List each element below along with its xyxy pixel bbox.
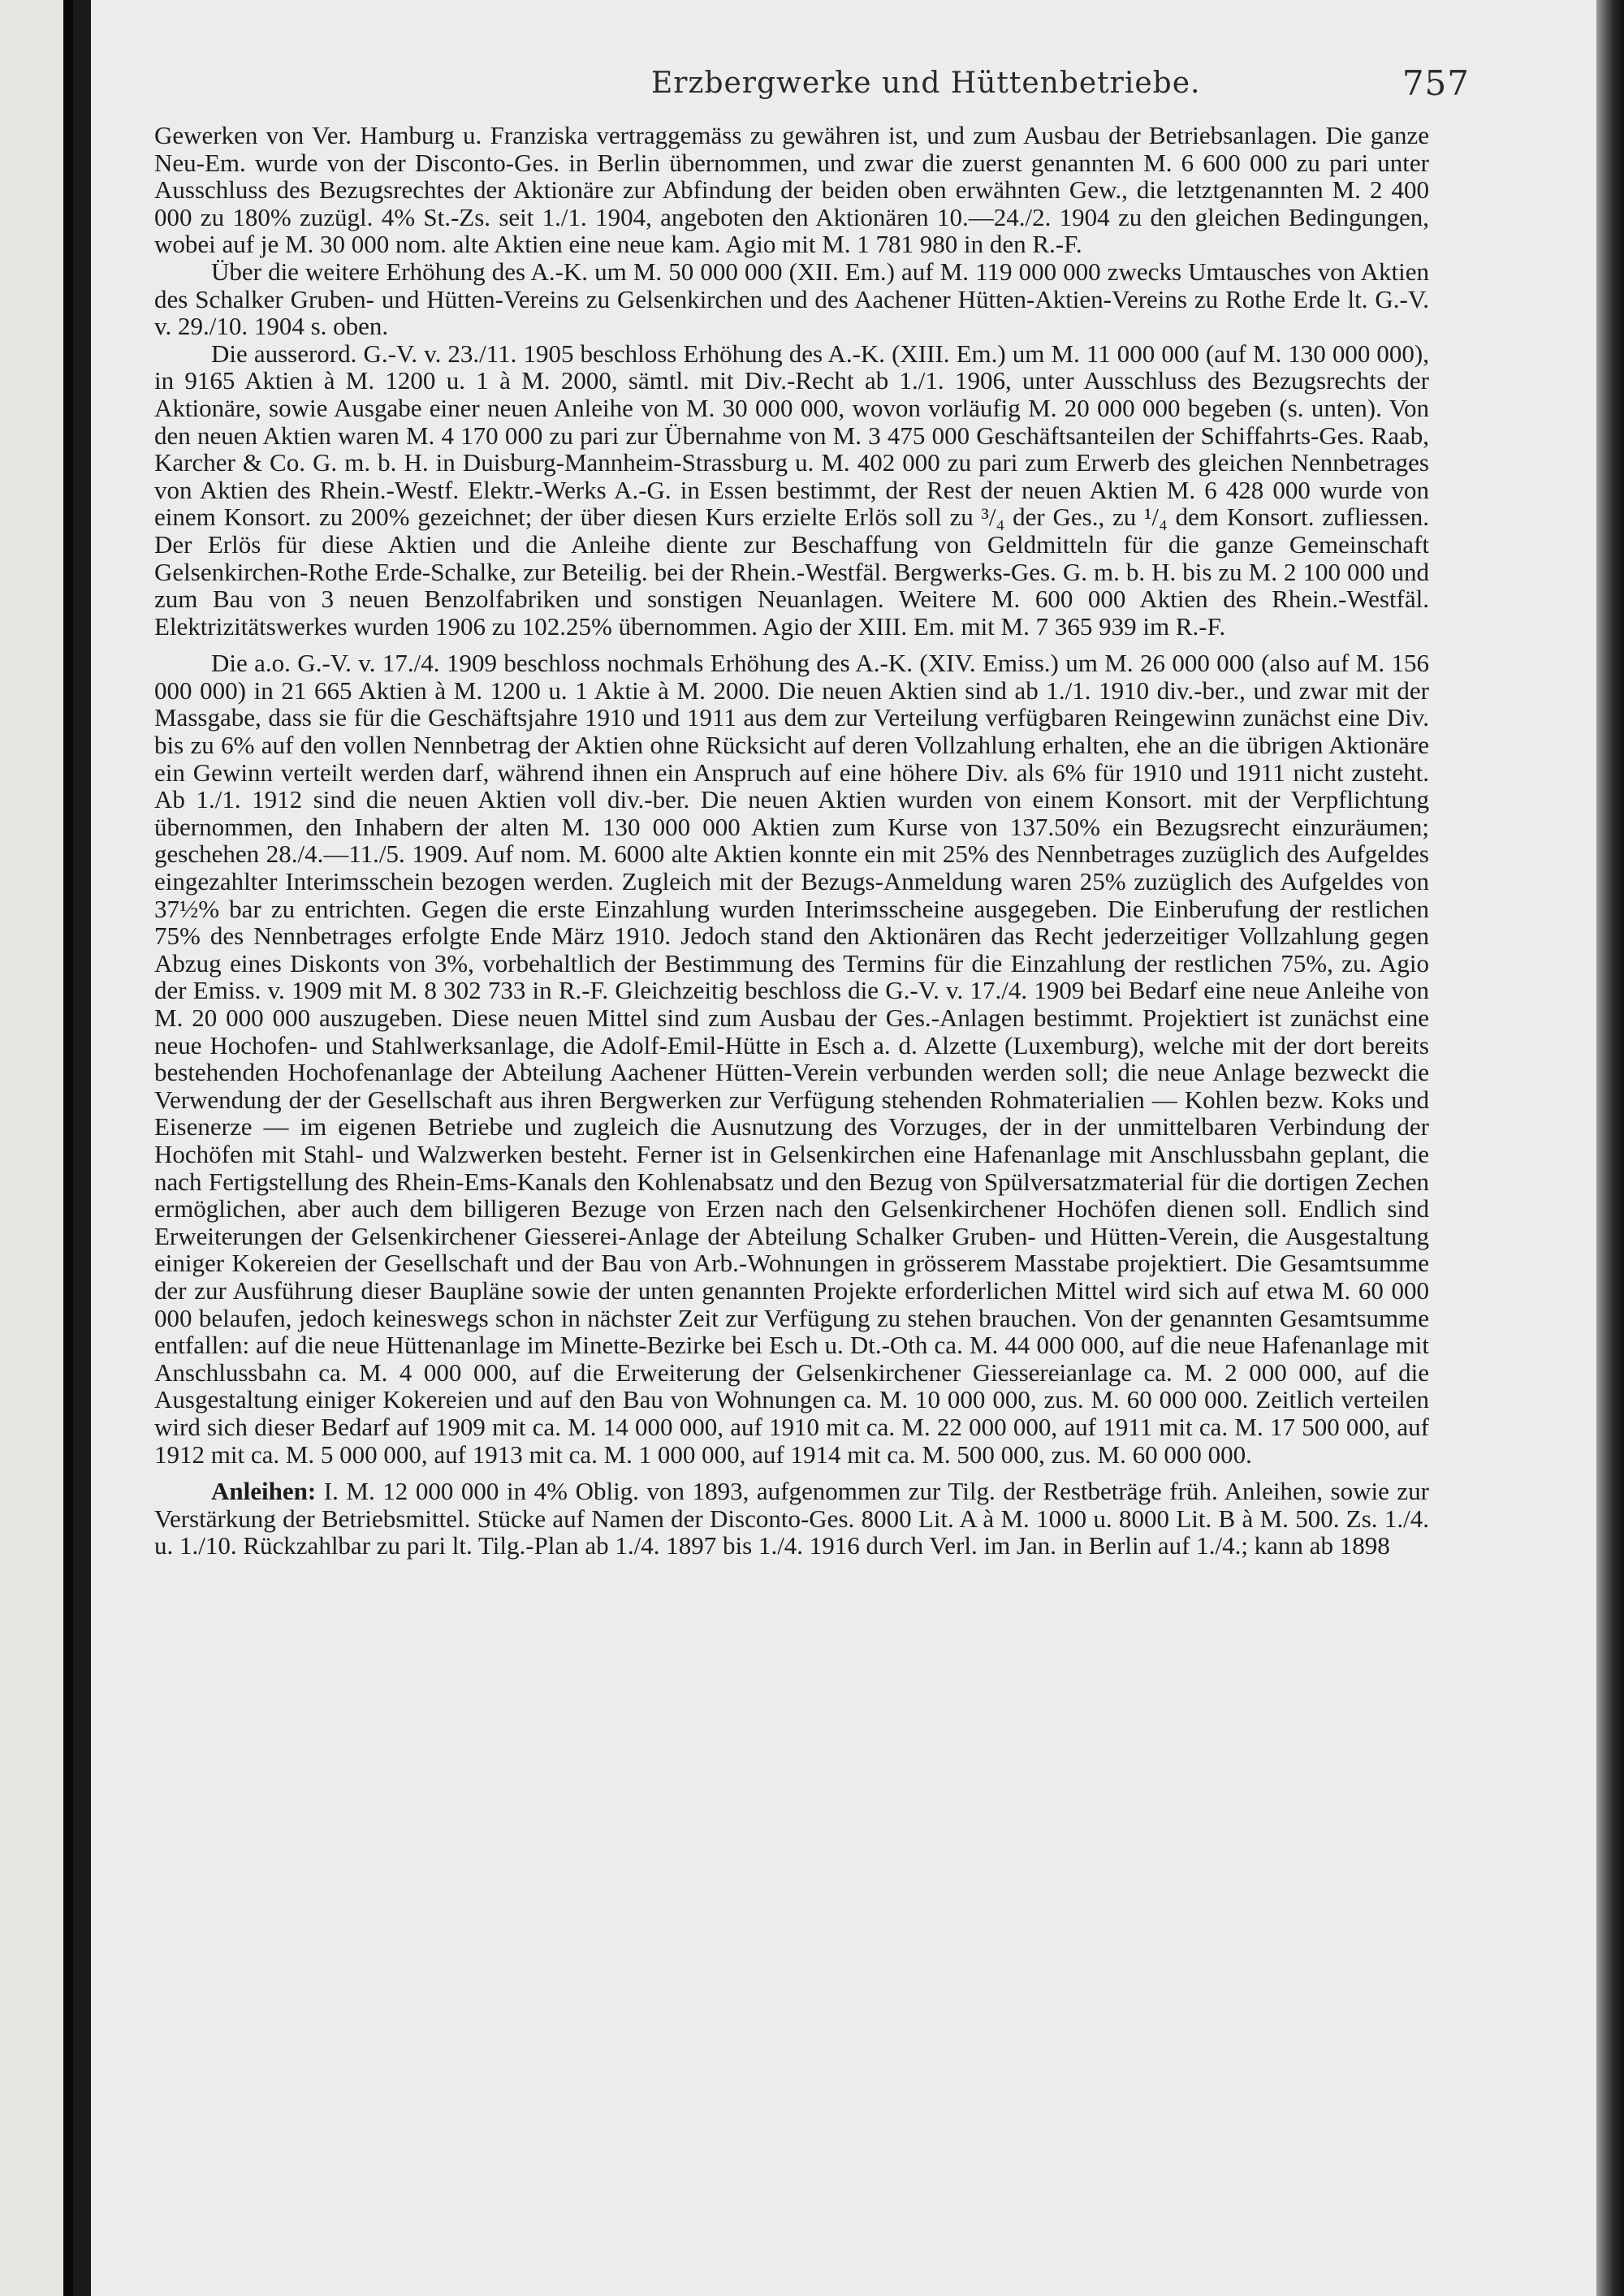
paragraph-2: Über die weitere Erhöhung des A.-K. um M. 50 000 000 (XII. Em.) auf M. 119 000 000 zwecks Umtausches von Aktien des Schalker Gruben- und Hütten-Vereins zu Gelsenkirchen und des Aachener Hütten-Aktien-Vereins zu Rothe Erde lt. G.-V. v. 29./10. 1904 s. oben.: [154, 257, 1429, 341]
running-header: [562, 60, 1470, 109]
document-page: [91, 0, 1600, 2296]
paragraph-3: Die ausserord. G.-V. v. 23./11. 1905 beschloss Erhöhung des A.-K. (XIII. Em.) um M. 11 000 000 (auf M. 130 000 000), in 9165 Aktien à M. 1200 u. 1 à M. 2000, sämtl. mit Div.-Recht ab 1./1. 1906, unter Ausschluss des Bezugsrechts der Aktionäre, sowie Ausgabe einer neuen Anleihe von M. 30 000 000, wovon vorläufig M. 20 000 000 begeben (s. unten). Von den neuen Aktien waren M. 4 170 000 zu pari zur Übernahme von M. 3 475 000 Geschäftsanteilen der Schiffahrts-Ges. Raab, Karcher & Co. G. m. b. H. in Duisburg-Mannheim-Strassburg u. M. 402 000 zu pari zum Erwerb des gleichen Nennbetrages von Aktien des Rhein.-Westf. Elektr.-Werks A.-G. in Essen bestimmt, der Rest der neuen Aktien M. 6 428 000 wurde von einem Konsort. zu 200% gezeichnet; der über diesen Kurs erzielte Erlös soll zu ³/₄ der Ges., zu ¹/₄ dem Konsort. zufliessen. Der Erlös für diese Aktien und die Anleihe diente zur Beschaffung von Geldmitteln für die ganze Gemeinschaft Gelsenkirchen-Rothe Erde-Schalke, zur Beteilig. bei der Rhein.-Westfäl. Bergwerks-Ges. G. m. b. H. bis zu M. 2 100 000 und zum Bau von 3 neuen Benzolfabriken und sonstigen Neuanlagen. Weitere M. 600 000 Aktien des Rhein.-Westfäl. Elektrizitätswerkes wurden 1906 zu 102.25% übernommen. Agio der XIII. Em. mit M. 7 365 939 im R.-F.: [154, 339, 1429, 641]
section-heading-anleihen: Anleihen:: [211, 1477, 317, 1506]
body-text: [154, 122, 1429, 1560]
scan-right-edge: [1596, 0, 1624, 2296]
anleihen-text: I. M. 12 000 000 in 4% Oblig. von 1893, aufgenommen zur Tilg. der Restbeträge früh. Anleihen, sowie zur Verstärkung der Betriebsmittel. Stücke auf Namen der Disconto-Ges. 8000 Lit. A à M. 1000 u. 8000 Lit. B à M. 500. Zs. 1./4. u. 1./10. Rückzahlbar zu pari lt. Tilg.-Plan ab 1./4. 1897 bis 1./4. 1916 durch Verl. im Jan. in Berlin auf 1./4.; kann ab 1898: [154, 1477, 1429, 1560]
running-title: Erzbergwerke und Hüttenbetriebe.: [651, 67, 1201, 100]
paragraph-1: Gewerken von Ver. Hamburg u. Franziska vertraggemäss zu gewähren ist, und zum Ausbau der Betriebsanlagen. Die ganze Neu-Em. wurde von der Disconto-Ges. in Berlin übernommen, und zwar die zuerst genannten M. 6 600 000 zu pari unter Ausschluss des Bezugsrechtes der Aktionäre zur Abfindung der beiden oben erwähnten Gew., die letztgenannten M. 2 400 000 zu 180% zuzügl. 4% St.-Zs. seit 1./1. 1904, angeboten den Aktionären 10.—24./2. 1904 zu den gleichen Bedingungen, wobei auf je M. 30 000 nom. alte Aktien eine neue kam. Agio mit M. 1 781 980 in den R.-F.: [154, 121, 1429, 259]
scan-left-margin: [0, 0, 73, 2296]
paragraph-4: Die a.o. G.-V. v. 17./4. 1909 beschloss nochmals Erhöhung des A.-K. (XIV. Emiss.) um M. 26 000 000 (also auf M. 156 000 000) in 21 665 Aktien à M. 1200 u. 1 Aktie à M. 2000. Die neuen Aktien sind ab 1./1. 1910 div.-ber., und zwar mit der Massgabe, dass sie für die Geschäftsjahre 1910 und 1911 aus dem zur Verteilung verfügbaren Reingewinn zunächst eine Div. bis zu 6% auf den vollen Nennbetrag der Aktien ohne Rücksicht auf deren Vollzahlung erhalten, ehe an die übrigen Aktionäre ein Gewinn verteilt werden darf, während ihnen ein Anspruch auf eine höhere Div. als 6% für 1910 und 1911 nicht zusteht. Ab 1./1. 1912 sind die neuen Aktien voll div.-ber. Die neuen Aktien wurden von einem Konsort. mit der Verpflichtung übernommen, den Inhabern der alten M. 130 000 000 Aktien zum Kurse von 137.50% ein Bezugsrecht einzuräumen; geschehen 28./4.—11./5. 1909. Auf nom. M. 6000 alte Aktien konnte ein mit 25% des Nennbetrages zuzüglich des Aufgeldes eingezahlter Interimsschein bezogen werden. Zugleich mit der Bezugs-Anmeldung waren 25% zuzüglich des Aufgeldes von 37½% bar zu entrichten. Gegen die erste Einzahlung wurden Interimsscheine ausgegeben. Die Einberufung der restlichen 75% des Nennbetrages erfolgte Ende März 1910. Jedoch stand den Aktionären das Recht jederzeitiger Vollzahlung gegen Abzug eines Diskonts von 3%, vorbehaltlich der Bestimmung des Termins für die Einzahlung der restlichen 75%, zu. Agio der Emiss. v. 1909 mit M. 8 302 733 in R.-F. Gleichzeitig beschloss die G.-V. v. 17./4. 1909 bei Bedarf eine neue Anleihe von M. 20 000 000 auszugeben. Diese neuen Mittel sind zum Ausbau der Ges.-Anlagen bestimmt. Projektiert ist zunächst eine neue Hochofen- und Stahlwerksanlage, die Adolf-Emil-Hütte in Esch a. d. Alzette (Luxemburg), welche mit der dort bereits bestehenden Hochofenanlage der Abteilung Aachener Hütten-Verein verbunden werden soll; die neue Anlage bezweckt die Verwendung der der Gesellschaft aus ihren Bergwerken zur Verfügung stehenden Rohmaterialien — Kohlen bezw. Koks und Eisenerze — im eigenen Betriebe und zugleich die Ausnutzung des Vorzuges, der in der unmittelbaren Verbindung der Hochöfen mit Stahl- und Walzwerken besteht. Ferner ist in Gelsenkirchen eine Hafenanlage mit Anschlussbahn geplant, die nach Fertigstellung des Rhein-Ems-Kanals den Kohlenabsatz und den Bezug von Spülversatzmaterial für die dortigen Zechen ermöglichen, aber auch dem billigeren Bezuge von Erzen nach den Gelsenkirchener Hochöfen dienen soll. Endlich sind Erweiterungen der Gelsenkirchener Giesserei-Anlage der Abteilung Schalker Gruben- und Hütten-Verein, die Ausgestaltung einiger Kokereien der Gesellschaft und der Bau von Arb.-Wohnungen in grösserem Masstabe projektiert. Die Gesamtsumme der zur Ausführung dieser Baupläne sowie der unten genannten Projekte erforderlichen Mittel wird sich auf etwa M. 60 000 000 belaufen, jedoch keineswegs schon in nächster Zeit zur Verfügung zu stehen brauchen. Von der genannten Gesamtsumme entfallen: auf die neue Hüttenanlage im Minette-Bezirke bei Esch u. Dt.-Oth ca. M. 44 000 000, auf die neue Hafenanlage mit Anschlussbahn ca. M. 4 000 000, auf die Erweiterung der Gelsenkirchener Giessereianlage ca. M. 2 000 000, auf die Ausgestaltung einiger Kokereien und auf den Bau von Wohnungen ca. M. 10 000 000, zus. M. 60 000 000. Zeitlich verteilen wird sich dieser Bedarf auf 1909 mit ca. M. 14 000 000, auf 1910 mit ca. M. 22 000 000, auf 1911 mit ca. M. 17 500 000, auf 1912 mit ca. M. 5 000 000, auf 1913 mit ca. M. 1 000 000, auf 1914 mit ca. M. 500 000, zus. M. 60 000 000.: [154, 649, 1429, 1469]
paragraph-anleihen: [154, 1478, 1429, 1560]
page-number: 757: [1402, 63, 1470, 103]
